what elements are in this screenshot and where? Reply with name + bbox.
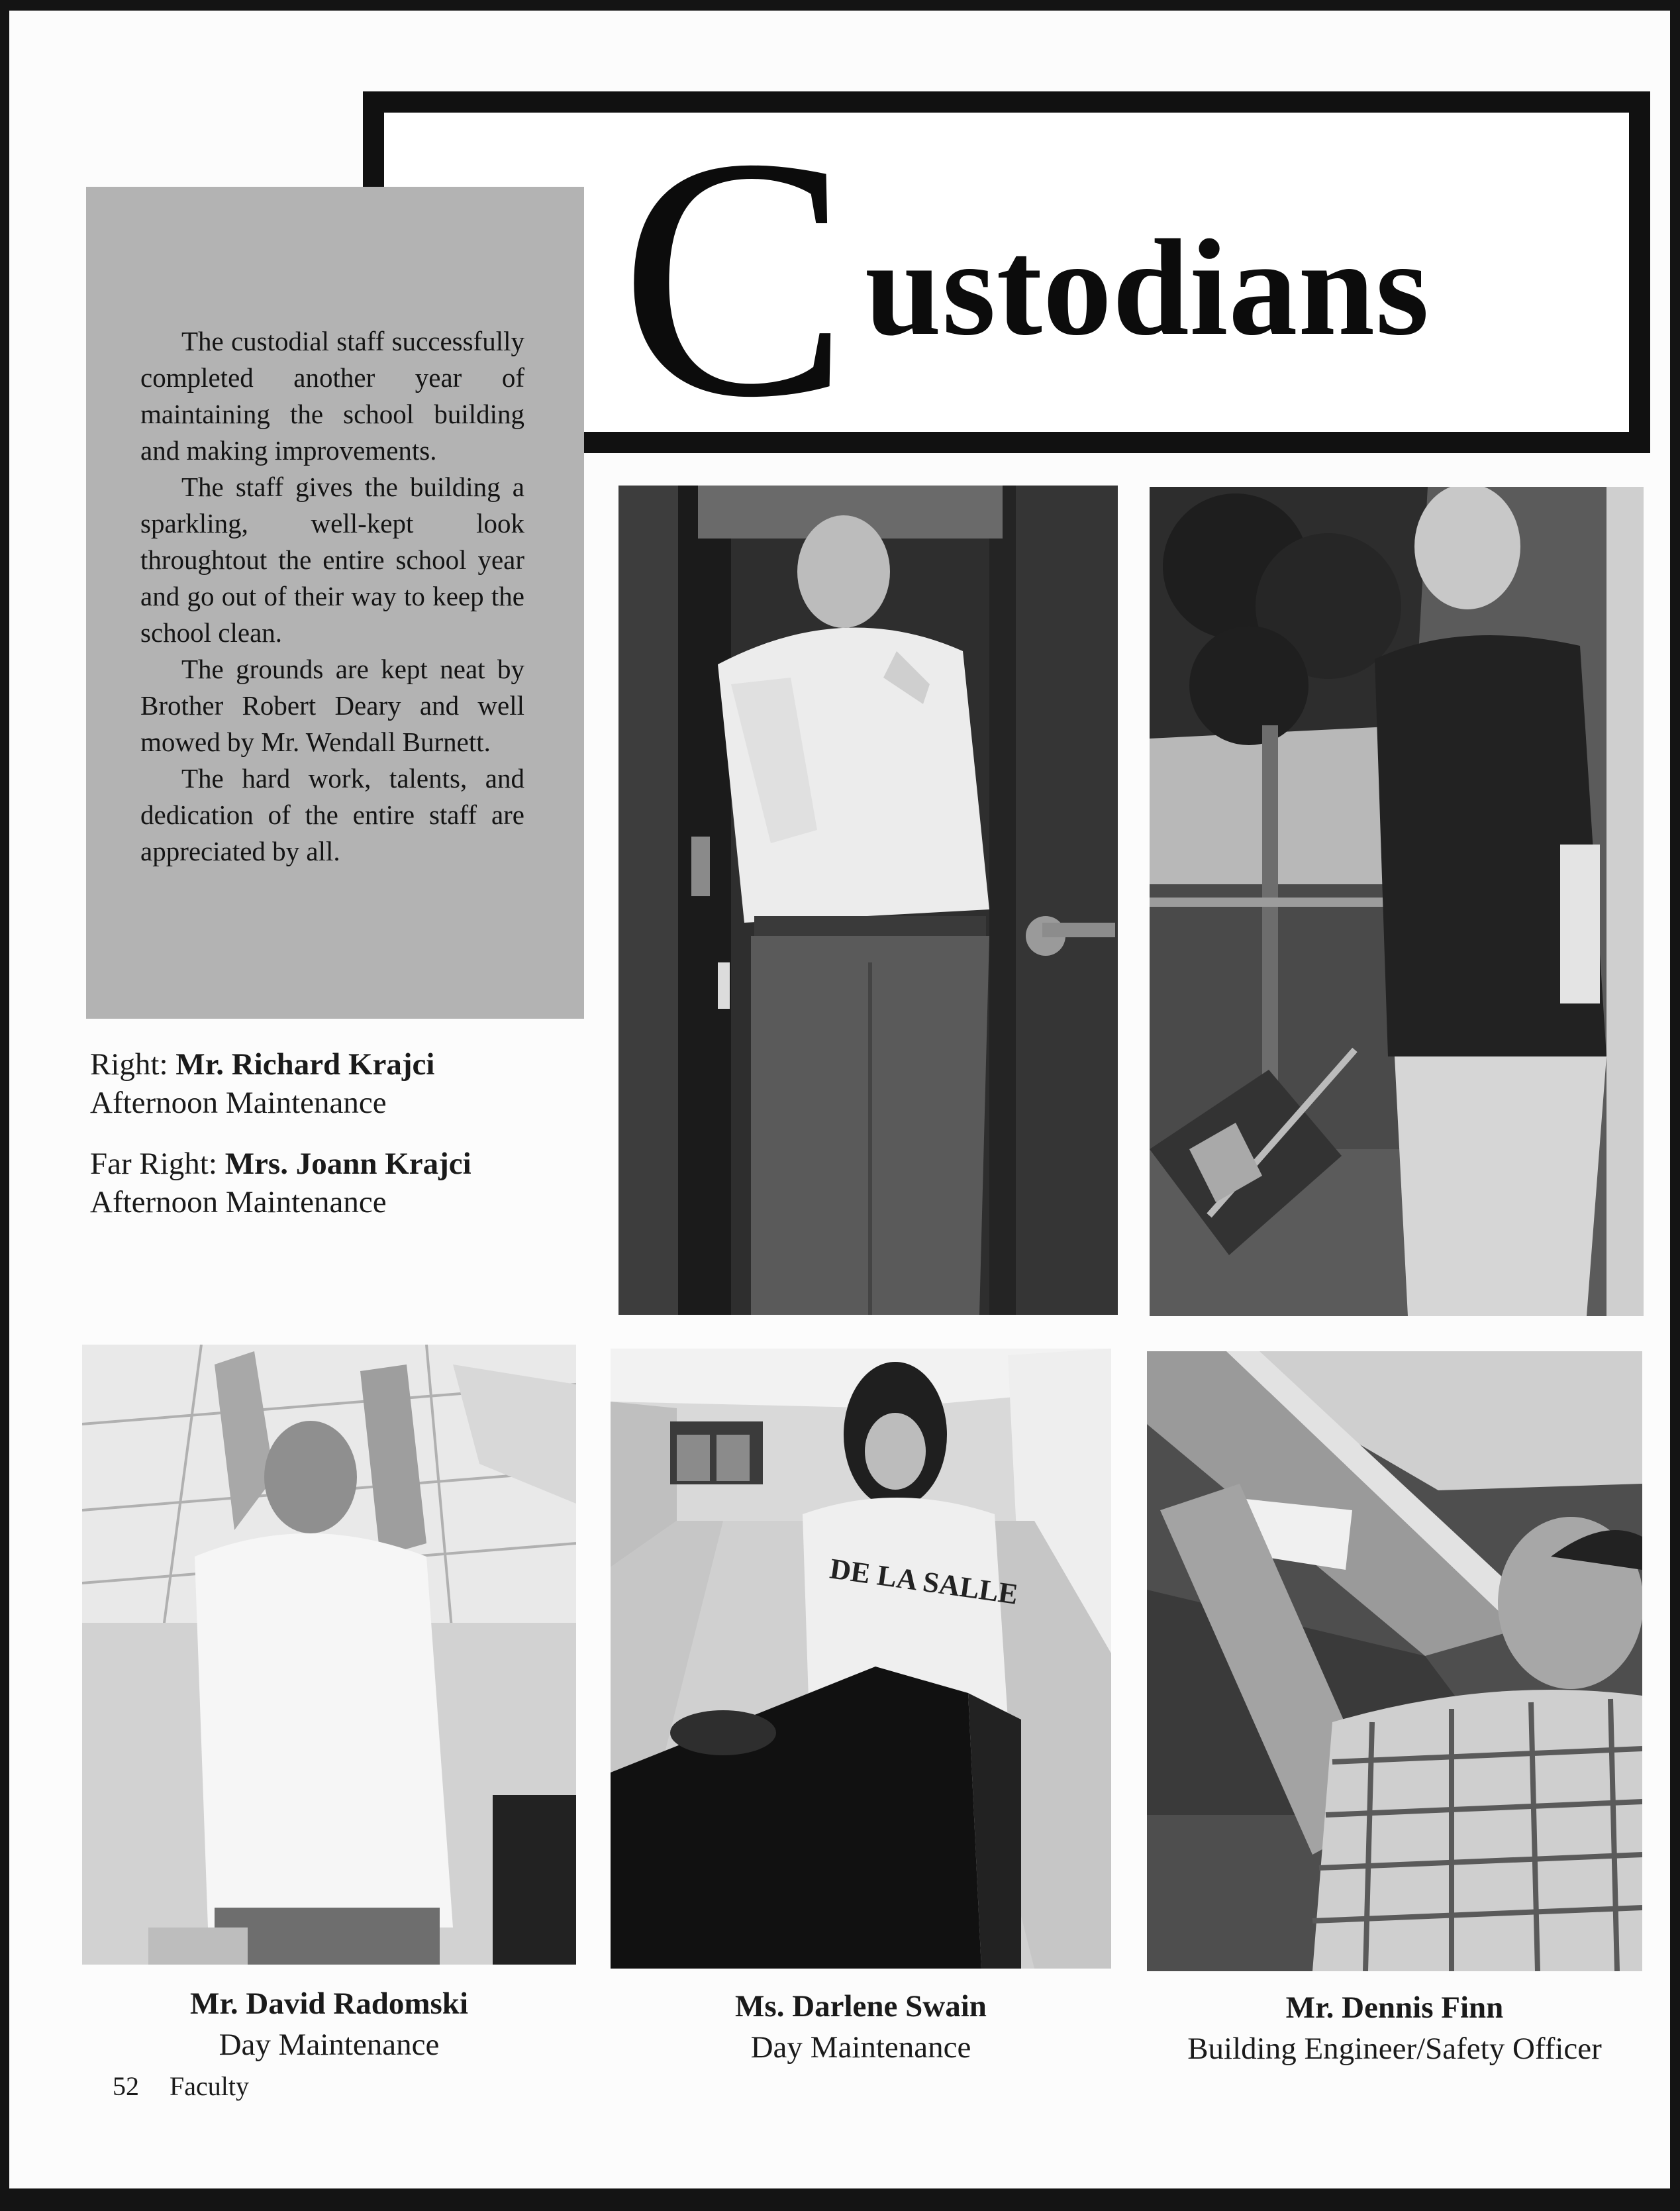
caption-name: Mr. Richard Krajci <box>175 1047 435 1082</box>
photo-dennis-finn <box>1147 1351 1642 1971</box>
page-number: 52 <box>113 2071 139 2101</box>
intro-paragraph: The custodial staff successfully completed another year of maintaining the school building and making improvements. <box>140 326 524 466</box>
photo-richard-krajci <box>618 486 1118 1315</box>
caption-name: Mr. Dennis Finn <box>1285 1990 1504 2025</box>
caption-role: Day Maintenance <box>219 2028 440 2062</box>
caption-name: Mrs. Joann Krajci <box>224 1147 471 1181</box>
caption-darlene-swain <box>611 1986 1111 2068</box>
caption-name: Mr. David Radomski <box>189 1986 469 2021</box>
section-label: Faculty <box>170 2071 249 2101</box>
caption-joann-krajci <box>90 1145 471 1221</box>
caption-prefix: Far Right: <box>90 1147 225 1181</box>
photo-darlene-swain <box>611 1349 1111 1969</box>
page-title: ustodians <box>865 211 1430 364</box>
intro-box <box>86 187 584 1019</box>
caption-richard-krajci <box>90 1045 434 1122</box>
caption-role: Afternoon Maintenance <box>90 1185 387 1219</box>
page-title-initial: C <box>620 87 850 468</box>
caption-david-radomski <box>82 1983 576 2065</box>
intro-text <box>140 323 524 870</box>
page-folio <box>113 2071 279 2102</box>
caption-dennis-finn <box>1147 1987 1642 2069</box>
caption-prefix: Right: <box>90 1047 176 1082</box>
intro-paragraph: The staff gives the building a sparkling, well-kept look throughtout the entire school year and go out of their way to keep the school clean. <box>140 472 524 648</box>
intro-paragraph: The hard work, talents, and dedication of the entire staff are appreciated by all. <box>140 763 524 866</box>
caption-role: Building Engineer/Safety Officer <box>1187 2031 1602 2066</box>
caption-name: Ms. Darlene Swain <box>735 1989 987 2024</box>
caption-role: Day Maintenance <box>750 2030 971 2065</box>
photo-joann-krajci <box>1150 487 1644 1316</box>
shirt-print: DE LA SALLE <box>828 1552 1020 1611</box>
intro-paragraph: The grounds are kept neat by Brother Robert Deary and well mowed by Mr. Wendall Burnett. <box>140 654 524 757</box>
photo-david-radomski <box>82 1345 576 1965</box>
caption-role: Afternoon Maintenance <box>90 1086 387 1120</box>
